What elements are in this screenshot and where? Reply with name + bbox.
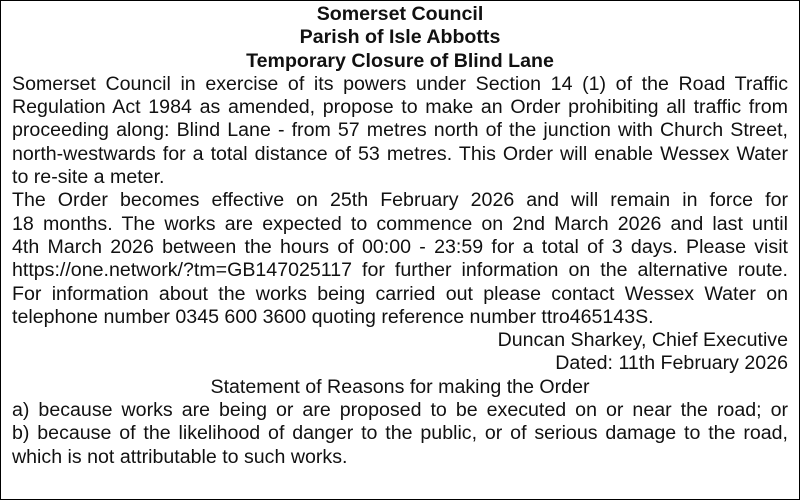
effective-paragraph-line: https://one.network/?tm=GB147025117 for further information on the alternative route. — [12, 259, 788, 282]
reason-line: which is not attributable to such works. — [12, 445, 348, 468]
reasons-list — [12, 399, 788, 469]
effective-paragraph — [12, 189, 788, 329]
reason-line: b) because of the likelihood of danger to the public, or of serious damage to the road, — [12, 422, 788, 445]
notice-title: Temporary Closure of Blind Lane — [246, 49, 554, 72]
effective-paragraph-line: telephone number 0345 600 3600 quoting reference number ttro465143S. — [12, 305, 654, 328]
reasons-title: Statement of Reasons for making the Order — [210, 375, 590, 398]
effective-paragraph-line: 4th March 2026 between the hours of 00:00 - 23:59 for a total of 3 days. Please visit — [12, 235, 788, 258]
order-paragraph-line: proceeding along: Blind Lane - from 57 metres north of the junction with Church Street, — [12, 119, 788, 142]
signatory-name: Duncan Sharkey, Chief Executive — [497, 329, 788, 352]
order-paragraph — [12, 73, 788, 189]
parish-heading: Parish of Isle Abbotts — [299, 26, 501, 49]
order-paragraph-line: to re-site a meter. — [12, 166, 165, 189]
reason-line: a) because works are being or are proposed to be executed on or near the road; or — [12, 399, 788, 422]
effective-paragraph-line: 18 months. The works are expected to commence on 2nd March 2026 and last until — [12, 212, 788, 235]
order-paragraph-line: Somerset Council in exercise of its powers under Section 14 (1) of the Road Traffic — [12, 72, 788, 95]
order-paragraph-line: Regulation Act 1984 as amended, propose to make an Order prohibiting all traffic from — [12, 96, 788, 119]
order-paragraph-line: north-westwards for a total distance of 53 metres. This Order will enable Wessex Water — [12, 142, 788, 165]
notice-date: Dated: 11th February 2026 — [555, 352, 788, 375]
council-heading: Somerset Council — [316, 3, 484, 25]
effective-paragraph-line: The Order becomes effective on 25th February 2026 and will remain in force for — [12, 189, 788, 212]
effective-paragraph-line: For information about the works being carried out please contact Wessex Water on — [12, 282, 788, 305]
